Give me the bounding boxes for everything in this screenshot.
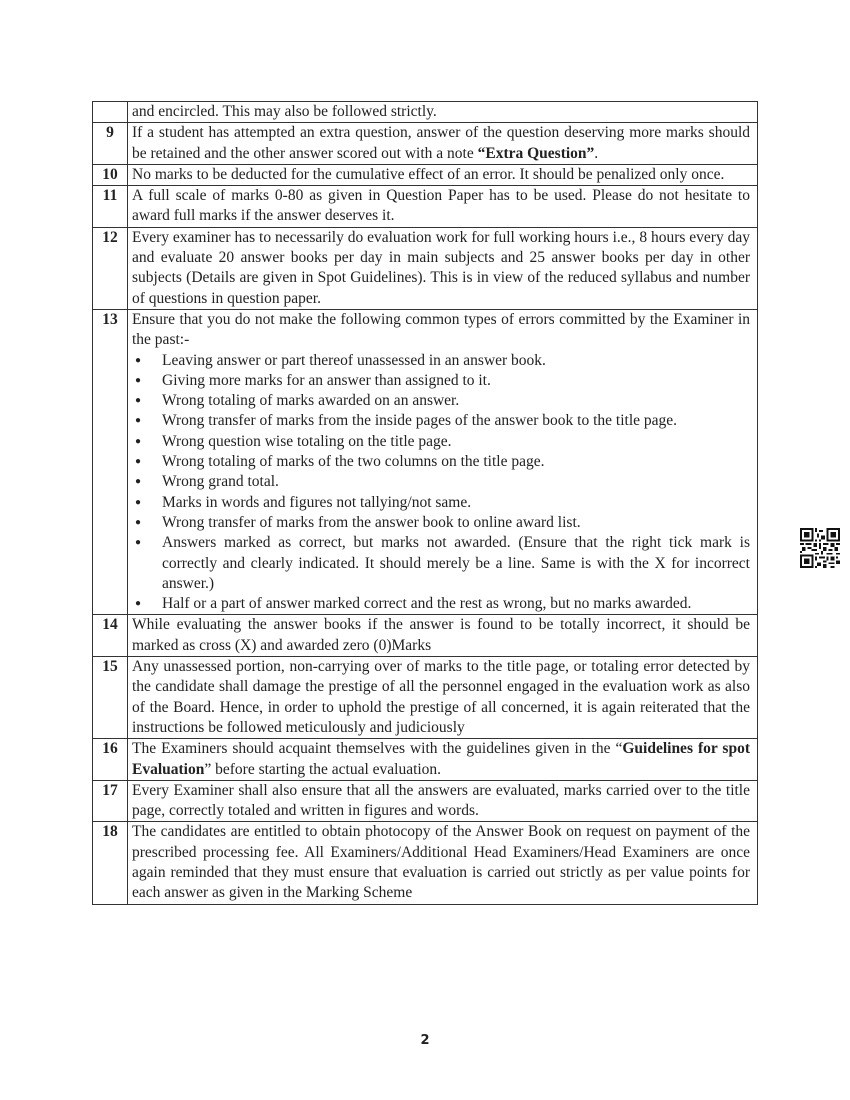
list-item: ● Wrong question wise totaling on the title page. [162, 432, 750, 452]
table-row [93, 164, 758, 185]
table-row [93, 186, 758, 228]
table-row [93, 822, 758, 904]
row-number: 13 [93, 309, 128, 614]
table-row [93, 615, 758, 657]
row-text: The candidates are entitled to obtain photocopy of the Answer Book on request on payment of the prescribed processing fee. All Examiners/Additional Head Examiners/Head Examiners are once again reminded that they must ensure that evaluation is carried out strictly as per value points for each answer as given in the Marking Scheme [128, 822, 758, 904]
row-number: 15 [93, 657, 128, 739]
list-item: ● Answers marked as correct, but marks not awarded. (Ensure that the right tick mark is correctly and clearly indicated. It should merely be a line. Same is with the X for incorrect answer.) [162, 533, 750, 594]
bold-note: “Extra Question” [477, 144, 595, 162]
list-item: ● Giving more marks for an answer than assigned to it. [162, 371, 750, 391]
row-intro: Ensure that you do not make the following common types of errors committed by the Examiner in the past:- [132, 310, 750, 349]
list-item: ● Wrong totaling of marks of the two columns on the title page. [162, 452, 750, 472]
row-number [93, 102, 128, 123]
qr-code-icon [800, 528, 840, 568]
row-text: Every examiner has to necessarily do evaluation work for full working hours i.e., 8 hours every day and evaluate 20 answer books per day in main subjects and 25 answer books per day in other subjects (Details are given in Spot Guidelines). This is in view of the reduced syllabus and number of questions in question paper. [128, 227, 758, 309]
row-text: Every Examiner shall also ensure that all the answers are evaluated, marks carried over to the title page, correctly totaled and written in figures and words. [128, 780, 758, 822]
row-text: While evaluating the answer books if the answer is found to be totally incorrect, it should be marked as cross (X) and awarded zero (0)Marks [128, 615, 758, 657]
table-row [93, 123, 758, 165]
guidelines-table [92, 101, 758, 905]
row-text [128, 309, 758, 614]
row-text: No marks to be deducted for the cumulative effect of an error. It should be penalized only once. [128, 164, 758, 185]
table-row [93, 739, 758, 781]
list-item: ● Wrong totaling of marks awarded on an answer. [162, 391, 750, 411]
list-item: ● Marks in words and figures not tallying/not same. [162, 493, 750, 513]
bold-note: Guidelines for spot Evaluation [132, 740, 750, 778]
page-number: 2 [420, 1033, 430, 1048]
list-item: ● Half or a part of answer marked correct and the rest as wrong, but no marks awarded. [162, 594, 750, 614]
row-number: 11 [93, 186, 128, 228]
row-number: 18 [93, 822, 128, 904]
row-text: and encircled. This may also be followed strictly. [128, 102, 758, 123]
table-row [93, 227, 758, 309]
row-text: A full scale of marks 0-80 as given in Question Paper has to be used. Please do not hesitate to award full marks if the answer deserves it. [128, 186, 758, 228]
list-item: ● Wrong grand total. [162, 472, 750, 492]
row-number: 14 [93, 615, 128, 657]
list-item: ● Leaving answer or part thereof unassessed in an answer book. [162, 351, 750, 371]
row-number: 16 [93, 739, 128, 781]
list-item: ● Wrong transfer of marks from the inside pages of the answer book to the title page. [162, 411, 750, 431]
table-row [93, 102, 758, 123]
row-text: The Examiners should acquaint themselves with the guidelines given in the “Guidelines for spot Evaluation” before starting the actual evaluation. [128, 739, 758, 781]
error-list [132, 351, 750, 615]
row-number: 17 [93, 780, 128, 822]
row-text: If a student has attempted an extra question, answer of the question deserving more marks should be retained and the other answer scored out with a note “Extra Question”. [128, 123, 758, 165]
table-row [93, 309, 758, 614]
table-row [93, 657, 758, 739]
row-number: 10 [93, 164, 128, 185]
row-number: 9 [93, 123, 128, 165]
table-row [93, 780, 758, 822]
row-number: 12 [93, 227, 128, 309]
row-text: Any unassessed portion, non-carrying over of marks to the title page, or totaling error detected by the candidate shall damage the prestige of all the personnel engaged in the evaluation work as also of the Board. Hence, in order to uphold the prestige of all concerned, it is again reiterated that the instructions be followed meticulously and judiciously [128, 657, 758, 739]
list-item: ● Wrong transfer of marks from the answer book to online award list. [162, 513, 750, 533]
